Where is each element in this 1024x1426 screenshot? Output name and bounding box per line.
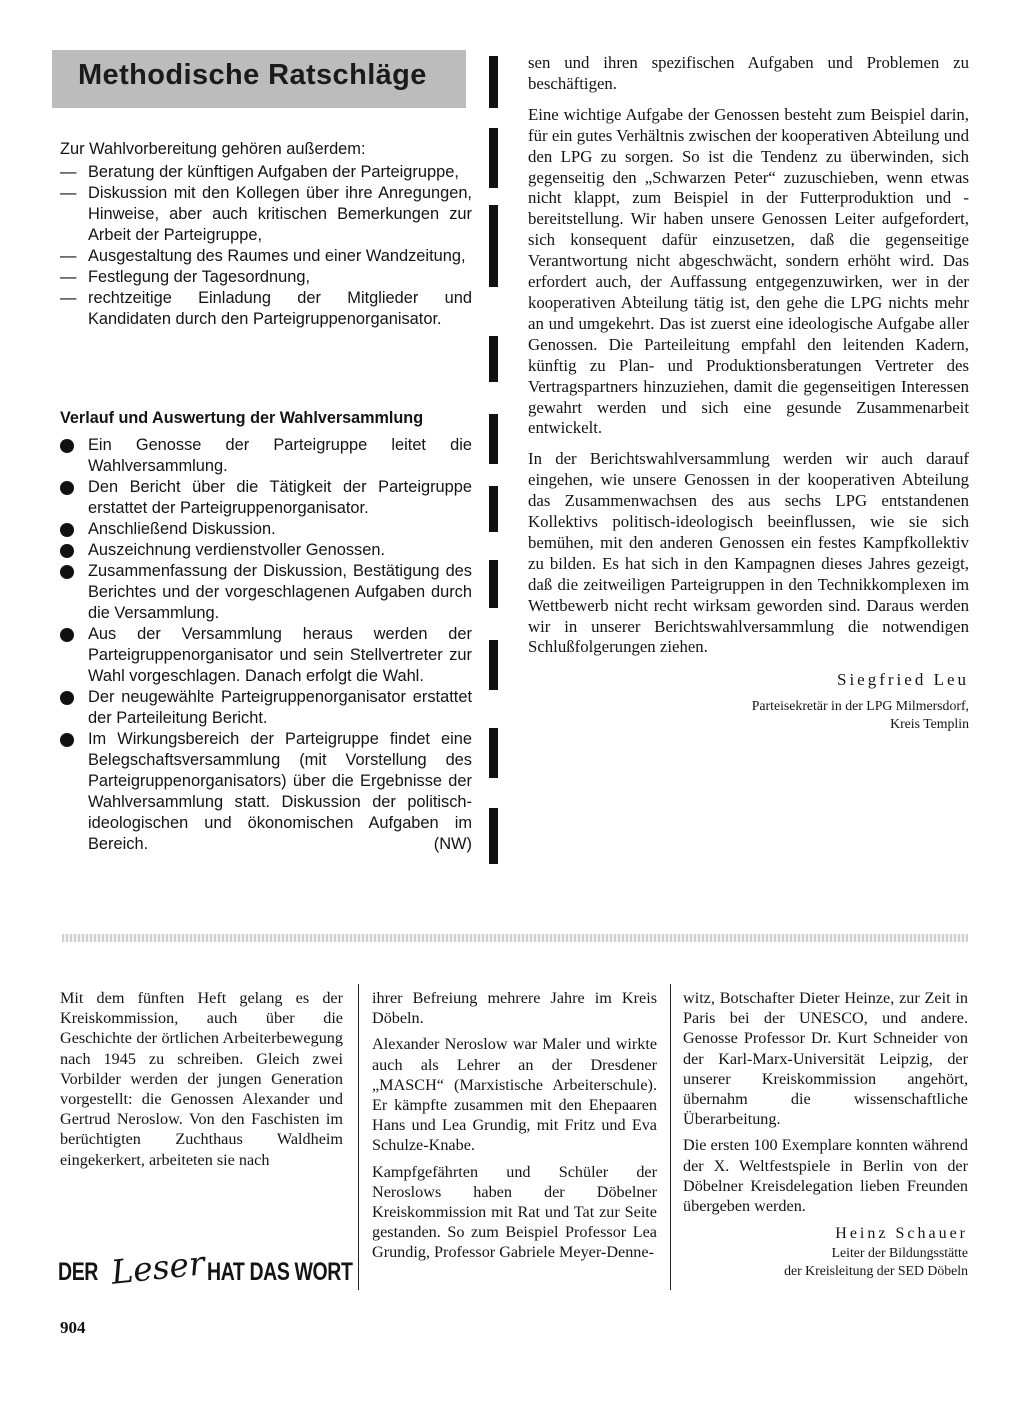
bullet-icon (60, 544, 74, 558)
bullet-icon (60, 628, 74, 642)
paragraph: ihrer Befreiung mehrere Jahre im Kreis Döbeln. (372, 989, 657, 1028)
marker-bar (489, 640, 498, 690)
list-item: — Ausgestaltung des Raumes und einer Wandzeitung, (60, 247, 466, 265)
paragraph: Die ersten 100 Exemplare konnten während der X. Weltfestspiele in Berlin von der Döbelner Kreisdelegation lieben Freunden übergeben werden. (683, 1136, 968, 1216)
marker-bar (489, 808, 498, 864)
paragraph: Kampfgefährten und Schüler der Neroslows haben der Döbelner Kreiskommission mit Rat und Tat zur Seite gestanden. So zum Beispiel Professor Lea Grundig, Professor Gabriele Meyer-Denne- (372, 1162, 657, 1262)
letter-column-1 (60, 988, 343, 1170)
marker-bar (489, 336, 498, 382)
paragraph: Alexander Neroslow war Maler und wirkte auch als Lehrer an der Dresdener „MASCH“ (Marxistische Arbeiterschule). Er kämpfte zusammen mit den Ehepaaren Hans und Lea Grundig, mit Fritz und Eva Schulze-Knabe. (372, 1035, 657, 1155)
signature-role: Parteisekretär in der LPG Milmersdorf, (751, 698, 969, 714)
bullet-icon (60, 439, 74, 453)
bullet-icon (60, 523, 74, 537)
source-tag: (NW) (433, 835, 472, 853)
section-separator (62, 934, 968, 942)
marker-bar (489, 128, 498, 188)
signature-org: der Kreisleitung der SED Döbeln (784, 1263, 968, 1279)
masthead-right: HAT DAS WORT (206, 1257, 353, 1286)
section-heading-box (52, 50, 466, 108)
list-item: Im Wirkungsbereich der Parteigruppe findet eine Belegschaftsversammlung (mit Vorstellung des Parteigruppenorganisators) über die Ergebnisse der Wahlversammlung statt. Diskussion der politisch-ideologischen und ökonomischen Aufgaben im Bereich. (NW) (60, 729, 472, 855)
column-masthead (58, 1242, 353, 1294)
marker-bar (489, 205, 498, 287)
list-item: Ein Genosse der Parteigruppe leitet die Wahlversammlung. (60, 435, 472, 477)
paragraph: Eine wichtige Aufgabe der Genossen besteht zum Beispiel darin, für ein gutes Verhältnis zwischen der kooperativen Abteilung und den LPG zu sorgen. So ist die Tendenz zu überwinden, sich gegenseitig den „Schwarzen Peter“ zuzuschieben, wenn etwas nicht klappt, zum Beispiel in der Futterproduktion und -bereitstellung. Wir haben unsere Genossen Leiter aufgefordert, sich konsequent dafür einzusetzen, daß die gegenseitige Verantwortung nicht abgeschwächt, sondern erhöht wird. Das erfordert auch, der Auffassung entgegenzuwirken, wer in der kooperativen Abteilung tätig ist, den gehe die LPG nichts mehr an und umgekehrt. Das ist zuerst eine ideologische Aufgabe aller Genossen. Die Parteileitung empfahl den leitenden Kadern, künftig zu Plan- und Produktionsberatungen Vertreter des Vertragspartners hinzuziehen, damit die gegenseitigen Interessen gewahrt werden und sich eine gesunde Zusammenarbeit entwickelt. (528, 104, 969, 438)
list-item: — Festlegung der Tagesordnung, (60, 268, 311, 286)
subheading: Verlauf und Auswertung der Wahlversammlung (60, 409, 424, 427)
signature-role: Leiter der Bildungsstätte (831, 1245, 968, 1261)
marker-bar (489, 414, 498, 464)
page-number: 904 (60, 1318, 86, 1337)
masthead-left: DER (58, 1257, 99, 1286)
bullet-icon (60, 565, 74, 579)
masthead-script: Leser (109, 1242, 207, 1292)
letter-column-2 (372, 988, 657, 1263)
list-item: Auszeichnung verdienstvoller Genossen. (60, 540, 472, 561)
list-item: Anschließend Diskussion. (60, 519, 472, 540)
article-right-column (528, 53, 969, 733)
bullet-icon (60, 481, 74, 495)
marker-bar (489, 560, 498, 608)
bullet-icon (60, 691, 74, 705)
list-item: Aus der Versammlung heraus werden der Parteigruppenorganisator und sein Stellvertreter zur Wahl vorgeschlagen. Danach erfolgt die Wahl. (60, 624, 472, 687)
procedure-list (60, 435, 472, 855)
list-item: Der neugewählte Parteigruppenorganisator erstattet der Parteileitung Bericht. (60, 687, 472, 729)
paragraph: witz, Botschafter Dieter Heinze, zur Zeit in Paris bei der UNESCO, und andere. Genosse Professor Dr. Kurt Schneider von der Karl-Marx-Universität Leipzig, der unserer Kreiskommission angehört, übernahm die wissenschaftliche Überarbeitung. (683, 989, 968, 1129)
column-divider (670, 984, 671, 1290)
signature-name: Heinz Schauer (835, 1225, 968, 1243)
list-item: — Diskussion mit den Kollegen über ihre Anregungen, Hinweise, aber auch kritischen Bemerkungen zur Arbeit der Parteigruppe, (60, 184, 472, 244)
bullet-icon (60, 733, 74, 747)
marker-bar (489, 486, 498, 532)
paragraph: Mit dem fünften Heft gelang es der Kreiskommission, auch über die Geschichte der örtlichen Arbeiterbewegung nach 1945 zu schreiben. Gleich zwei Vorbilder werden der jungen Generation vorgestellt: die Genossen Alexander und Gertrud Neroslow. Von den Faschisten im berüchtigten Zuchthaus Waldheim eingekerkert, arbeiteten sie nach (60, 989, 343, 1169)
marker-bar (489, 728, 498, 778)
list-item: — rechtzeitige Einladung der Mitglieder und Kandidaten durch den Parteigruppenorganisator. (60, 289, 472, 328)
list-item: — Beratung der künftigen Aufgaben der Parteigruppe, (60, 163, 459, 181)
marker-bar (489, 56, 498, 108)
signature-name: Siegfried Leu (837, 670, 969, 690)
preparation-list (60, 162, 472, 330)
signature-place: Kreis Templin (890, 716, 969, 732)
intro-line: Zur Wahlvorbereitung gehören außerdem: (60, 140, 366, 158)
column-divider (358, 984, 359, 1290)
list-item: Den Bericht über die Tätigkeit der Parteigruppe erstattet der Parteigruppenorganisator. (60, 477, 472, 519)
letter-column-3 (683, 988, 968, 1280)
section-heading: Methodische Ratschläge (78, 59, 427, 91)
paragraph: sen und ihren spezifischen Aufgaben und Problemen zu beschäftigen. (528, 53, 969, 93)
paragraph: In der Berichtswahlversammlung werden wir auch darauf eingehen, wie unsere Genossen in der kooperativen Abteilung das Zusammenwachsen des aus sechs LPG entstandenen Kollektivs politisch-ideologisch beeinflussen, wie sie sich bemühen, mit den anderen Genossen ein festes Kampfkollektiv zu bilden. Es hat sich in den Kampagnen dieses Jahres gezeigt, daß die zeitweiligen Parteigruppen in den Technikkomplexen im Wettbewerb nicht recht wirksam geworden sind. Daraus werden wir in unserer Berichtswahlversammlung die notwendigen Schlußfolgerungen ziehen. (528, 449, 969, 657)
list-item: Zusammenfassung der Diskussion, Bestätigung des Berichtes und der vorgeschlagenen Aufgaben durch die Versammlung. (60, 561, 472, 624)
